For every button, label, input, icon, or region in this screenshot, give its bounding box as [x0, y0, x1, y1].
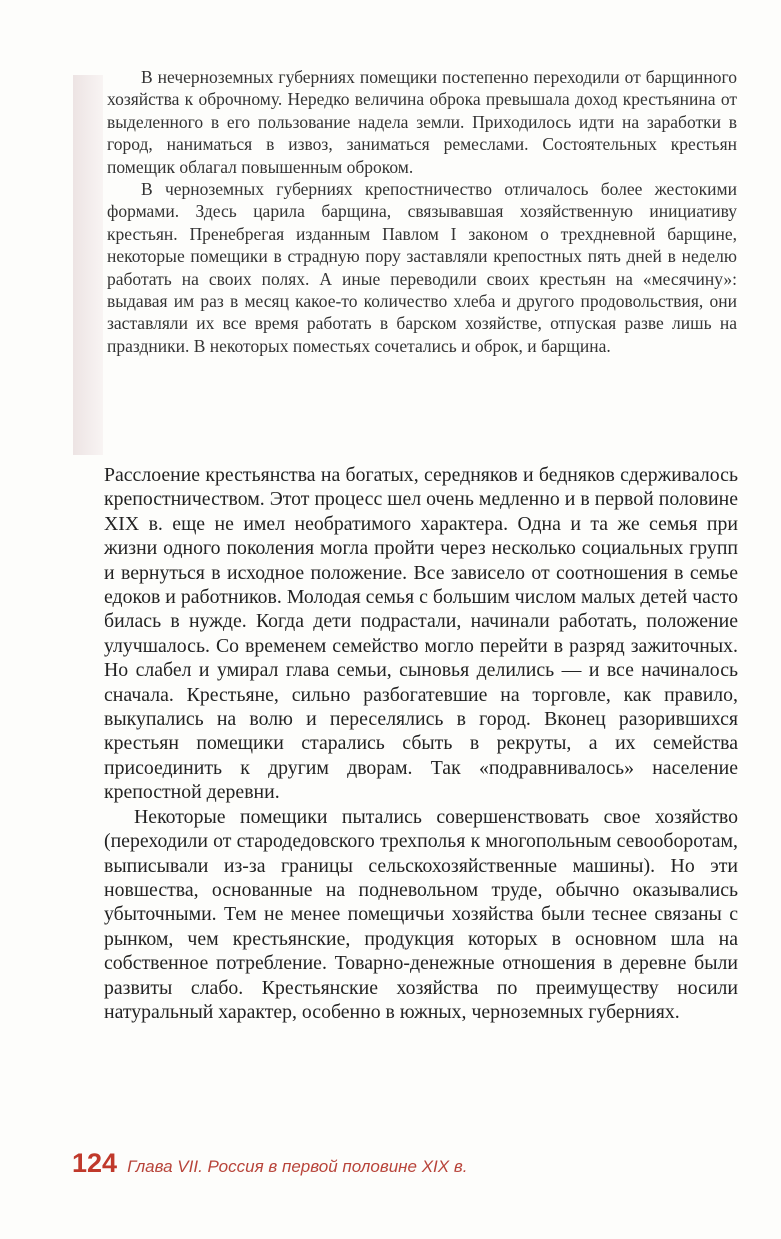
sidebar-decoration: [73, 75, 103, 455]
page-number: 124: [72, 1148, 118, 1178]
sidebar-paragraph: В черноземных губерниях крепостничество отличалось более жестокими формами. Здесь царила барщина, связывавшая хозяйственную инициативу крестьян. Пренебрегая изданным Павлом I законом о трехдневной барщине, некоторые помещики в страдную пору заставляли крепостных пять дней в неделю работать на своих полях. А иные переводили своих крестьян на «месячину»: выдавая им раз в месяц какое-то количество хлеба и другого продовольствия, они заставляли их все время работать в барском хозяйстве, отпуская разве лишь на праздники. В некоторых поместьях сочетались и оброк, и барщина.: [107, 179, 737, 356]
main-paragraph: Расслоение крестьянства на богатых, середняков и бедняков сдерживалось крепостничеством. Этот процесс шел очень медленно и в первой половине XIX в. еще не имел необратимого характера. Одна и та же семья при жизни одного поколения могла пройти через несколько социальных групп и вернуться в исходное положение. Все зависело от соотношения в семье едоков и работников. Молодая семья с большим числом малых детей часто билась в нужде. Когда дети подрастали, начинали работать, положение улучшалось. Со временем семейство могло перейти в разряд зажиточных. Но слабел и умирал глава семьи, сыновья делились — и все начиналось сначала. Крестьяне, сильно разбогатевшие на торговле, как правило, выкупались на волю и переселялись в город. Вконец разорившихся крестьян помещики старались сбыть в рекруты, а их семейства присоединить к другим дворам. Так «подравнивалось» население крепостной деревни.: [104, 464, 738, 804]
main-text-block: [104, 463, 738, 1024]
running-head: Глава VII. Россия в первой половине XIX в.: [127, 1157, 468, 1176]
main-paragraph: Некоторые помещики пытались совершенствовать свое хозяйство (переходили от стародедовского трехполья к многопольным севооборотам, выписывали из-за границы сельскохозяйственные машины). Но эти новшества, основанные на подневольном труде, обычно оказывались убыточными. Тем не менее помещичьи хозяйства были теснее связаны с рынком, чем крестьянские, продукция которых в основном шла на собственное потребление. Товарно-денежные отношения в деревне были развиты слабо. Крестьянские хозяйства по преимуществу носили натуральный характер, особенно в южных, черноземных губерниях.: [104, 805, 738, 1023]
page-footer: [72, 1148, 467, 1179]
sidebar-text-block: [107, 66, 737, 357]
sidebar-paragraph: В нечерноземных губерниях помещики постепенно переходили от барщинного хозяйства к оброчному. Нередко величина оброка превышала доход крестьянина от выделенного в его пользование надела земли. Приходилось идти на заработки в город, наниматься в извоз, заниматься ремеслами. Состоятельных крестьян помещик облагал повышенным оброком.: [107, 67, 737, 177]
